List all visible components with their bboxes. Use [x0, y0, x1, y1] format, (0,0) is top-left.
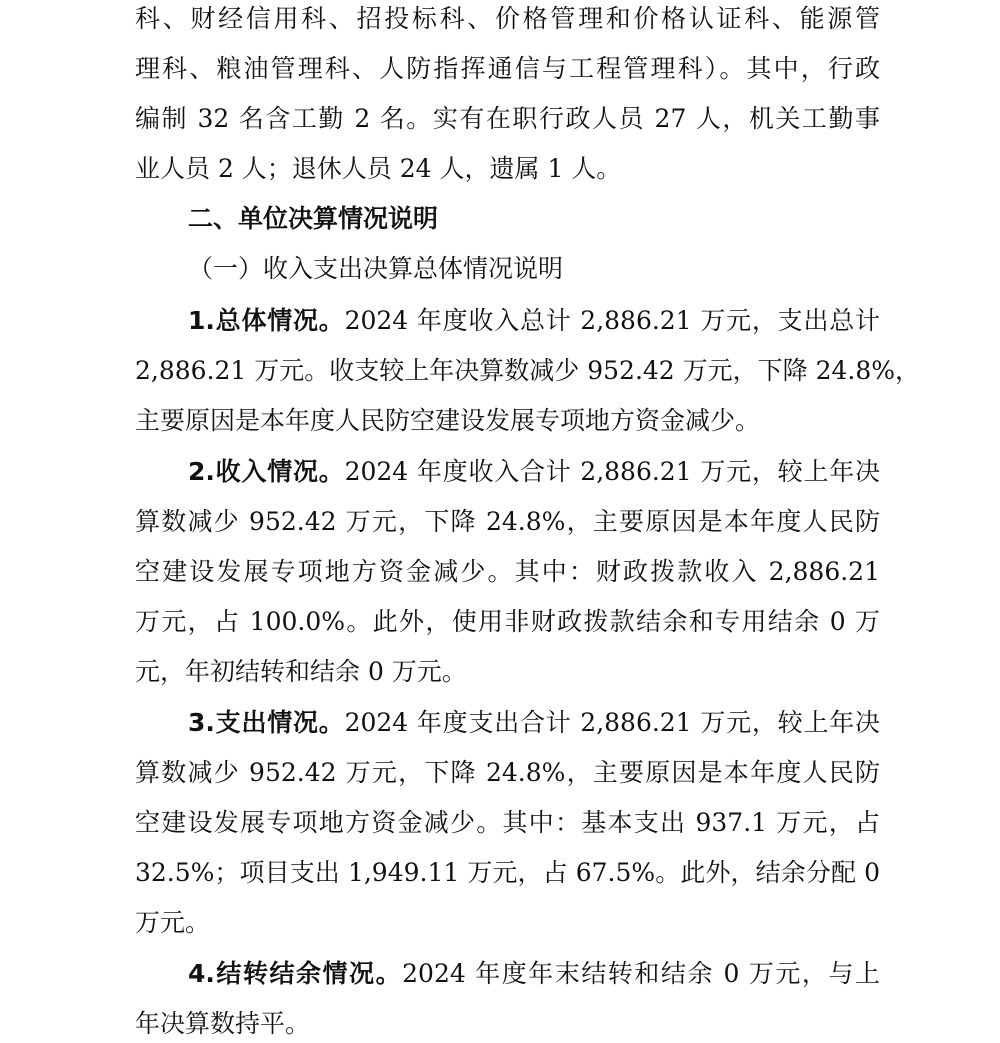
paragraph-line: 算数减少 952.42 万元，下降 24.8%，主要原因是本年度人民防 [135, 507, 880, 536]
paragraph-text: 2024 年度年末结转和结余 0 万元，与上 [402, 959, 880, 988]
paragraph-text: 2024 年度收入总计 2,886.21 万元，支出总计 [344, 306, 880, 335]
paragraph-line: 业人员 2 人；退休人员 24 人，遗属 1 人。 [135, 154, 622, 183]
paragraph-line: 理科、粮油管理科、人防指挥通信与工程管理科）。其中，行政 [135, 54, 880, 83]
paragraph-line: 万元，占 100.0%。此外，使用非财政拨款结余和专用结余 0 万 [135, 607, 880, 636]
paragraph-text: 2024 年度收入合计 2,886.21 万元，较上年决 [344, 457, 880, 486]
paragraph-first-line [188, 706, 880, 740]
paragraph-first-line [188, 304, 880, 338]
paragraph-line: 万元。 [135, 908, 211, 937]
section-title: 二、单位决算情况说明 [188, 204, 439, 233]
paragraph-line: 2,886.21 万元。收支较上年决算数减少 952.42 万元，下降 24.8%， [135, 356, 921, 385]
paragraph-line: 32.5%；项目支出 1,949.11 万元，占 67.5%。此外，结余分配 0 [135, 858, 880, 887]
paragraph-line: 元，年初结转和结余 0 万元。 [135, 657, 467, 686]
paragraph-lead: 4.结转结余情况。 [188, 959, 403, 988]
paragraph-lead: 3.支出情况。 [188, 708, 345, 737]
paragraph-line: 主要原因是本年度人民防空建设发展专项地方资金减少。 [135, 406, 761, 435]
paragraph-first-line [188, 957, 880, 991]
paragraph-line: 科、财经信用科、招投标科、价格管理和价格认证科、能源管 [135, 4, 880, 33]
paragraph-line: 空建设发展专项地方资金减少。其中：基本支出 937.1 万元，占 [135, 808, 880, 837]
paragraph-lead: 2.收入情况。 [188, 457, 345, 486]
paragraph-line: 编制 32 名含工勤 2 名。实有在职行政人员 27 人，机关工勤事 [135, 104, 880, 133]
paragraph-line: 算数减少 952.42 万元，下降 24.8%，主要原因是本年度人民防 [135, 758, 880, 787]
paragraph-first-line [188, 455, 880, 489]
paragraph-line: 空建设发展专项地方资金减少。其中：财政拨款收入 2,886.21 [135, 557, 880, 586]
paragraph-lead: 1.总体情况。 [188, 306, 345, 335]
paragraph-text: 2024 年度支出合计 2,886.21 万元，较上年决 [344, 708, 880, 737]
subsection-title: （一）收入支出决算总体情况说明 [188, 254, 564, 283]
paragraph-line: 年决算数持平。 [135, 1009, 311, 1038]
